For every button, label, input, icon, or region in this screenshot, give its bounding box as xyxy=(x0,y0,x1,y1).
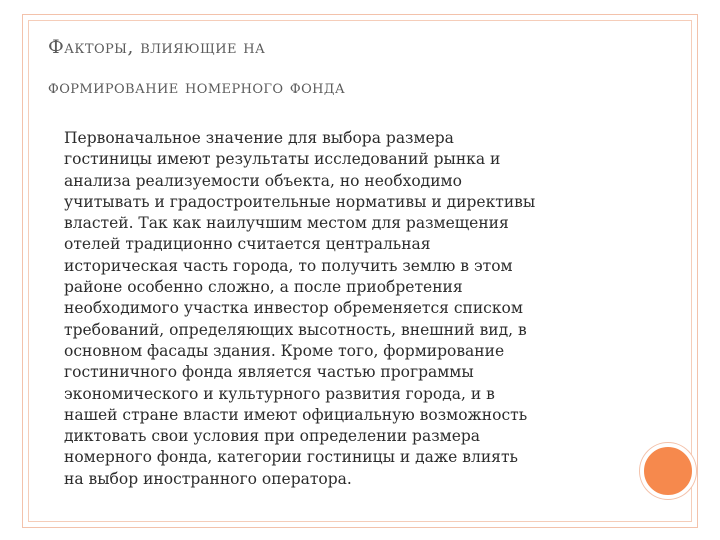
slide-body-text: Первоначальное значение для выбора размера гостиницы имеют результаты исследований рынка и анализа реализуемости объекта, но необходимо учитывать и градостроительные нормативы и директивы властей. Так как наилучшим местом для размещения отелей традиционно считается центральная историческая часть города, то получить землю в этом районе особенно сложно, а после приобретения необходимого участка инвестор обременяется списком требований, определяющих высотность, внешний вид, в основном фасады здания. Кроме того, формирование гостиничного фонда является частью программы экономического и культурного развития города, и в нашей стране власти имеют официальную возможность диктовать свои условия при определении размера номерного фонда, категории гостиницы и даже влиять на выбор иностранного оператора. xyxy=(64,129,536,488)
slide-title-line1: Факторы, влияющие на xyxy=(48,36,266,58)
slide-title xyxy=(48,34,648,100)
slide-title-line2: формирование номерного фонда xyxy=(48,76,346,98)
decorative-circle xyxy=(640,443,696,499)
